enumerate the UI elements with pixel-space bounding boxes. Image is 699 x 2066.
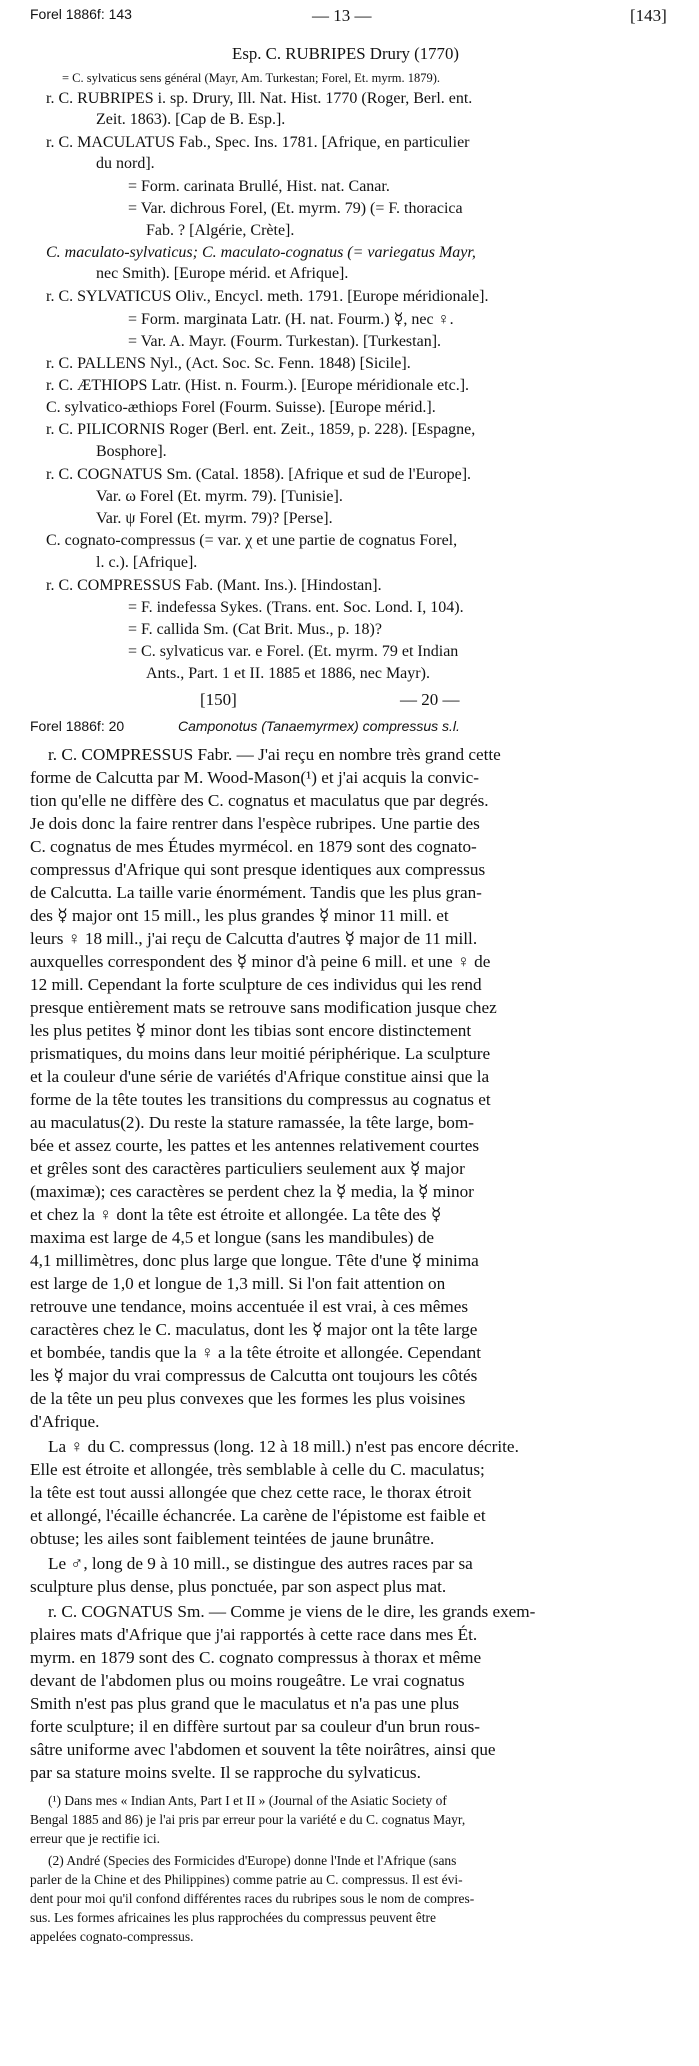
text-line: = C. sylvaticus sens général (Mayr, Am. Turkestan; Forel, Et. myrm. 1879). [62,71,441,85]
text-line: r. C. PALLENS Nyl., (Act. Soc. Sc. Fenn. 1848) [Sicile]. [46,355,411,372]
page-bracket-top: [143] [630,6,667,25]
text-line: = Form. marginata Latr. (H. nat. Fourm.) ☿, nec ♀. [128,311,454,328]
text-line: est large de 1,0 et longue de 1,3 mill. Si l'on fait attention on [30,1274,446,1293]
text-line: d'Afrique. [30,1412,100,1431]
text-line: myrm. en 1879 sont des C. cognato compressus à thorax et même [30,1648,482,1667]
text-line: les plus petites ☿ minor dont les tibias sont encore distinctement [30,1021,472,1040]
text-line: et la couleur d'une série de variétés d'Afrique constitue ainsi que la [30,1067,490,1086]
text-line: (maximæ); ces caractères se perdent chez la ☿ media, la ☿ minor [30,1182,474,1201]
text-line: = Var. dichrous Forel, (Et. myrm. 79) (= F. thoracica [128,200,463,217]
text-line: obtuse; les ailes sont faiblement teintées de jaune brunâtre. [30,1529,435,1548]
text-line: Elle est étroite et allongée, très semblable à celle du C. maculatus; [30,1460,485,1479]
footnote-line: dent pour moi qu'il confond différentes races du rubripes sous le nom de compres- [30,1891,475,1906]
text-line: de Calcutta. La taille varie énormément. Tandis que les plus gran- [30,883,482,902]
footnote-line: appelées cognato-compressus. [30,1929,194,1944]
text-line: par sa stature moins svelte. Il se rapproche du sylvaticus. [30,1763,421,1782]
text-line: Var. ψ Forel (Et. myrm. 79)? [Perse]. [96,510,333,527]
footnote-line: sus. Les formes africaines les plus rapprochées du compressus peuvent être [30,1910,436,1925]
source-reference-middle: Forel 1886f: 20 [30,718,125,734]
text-line: leurs ♀ 18 mill., j'ai reçu de Calcutta d'autres ☿ major de 11 mill. [30,929,478,948]
text-line: plaires mats d'Afrique que j'ai rapportés à cette race dans mes Ét. [30,1625,478,1644]
text-line: 12 mill. Cependant la forte sculpture de ces individus qui les rend [30,975,482,994]
footnote-line: (2) André (Species des Formicides d'Europe) donne l'Inde et l'Afrique (sans [48,1853,457,1868]
page-number-middle: — 20 — [400,690,460,709]
text-line: au maculatus(2). Du reste la stature ramassée, la tête large, bom- [30,1113,474,1132]
text-line: Fab. ? [Algérie, Crète]. [146,222,295,239]
text-line: r. C. ÆTHIOPS Latr. (Hist. n. Fourm.). [Europe méridionale etc.]. [46,377,470,394]
text-line: Le ♂, long de 9 à 10 mill., se distingue des autres races par sa [48,1554,473,1573]
text-line: C. sylvatico-æthiops Forel (Fourm. Suisse). [Europe mérid.]. [46,399,436,416]
text-line: r. C. PILICORNIS Roger (Berl. ent. Zeit., 1859, p. 228). [Espagne, [46,421,476,438]
text-line: Bosphore]. [96,443,167,460]
text-line: l. c.). [Afrique]. [96,554,198,571]
text-line: r. C. COMPRESSUS Fab. (Mant. Ins.). [Hindostan]. [46,577,382,594]
text-line: bée et assez courte, les pattes et les antennes relativement courtes [30,1136,480,1155]
text-line: caractères chez le C. maculatus, dont les ☿ major ont la tête large [30,1320,478,1339]
text-line: sâtre uniforme avec l'abdomen et souvent la tête noirâtres, ainsi que [30,1740,496,1759]
text-line: la tête est tout aussi allongée que chez cette race, le thorax étroit [30,1483,472,1502]
text-line: retrouve une tendance, moins accentuée il est vrai, à ces mêmes [30,1297,469,1316]
text-line: les ☿ major du vrai compressus de Calcutta ont toujours les côtés [30,1366,478,1385]
source-reference-top: Forel 1886f: 143 [30,6,132,22]
footnote-line: Bengal 1885 and 86) je l'ai pris par erreur pour la variété e du C. cognatus Mayr, [30,1812,466,1827]
text-line: devant de l'abdomen plus ou moins rougeâtre. Le vrai cognatus [30,1671,465,1690]
text-line: 4,1 millimètres, donc plus large que longue. Tête d'une ☿ minima [30,1251,479,1270]
text-line: et allongé, l'écaille échancrée. La carène de l'épistome est faible et [30,1506,486,1525]
text-line: et chez la ♀ dont la tête est étroite et allongée. La tête des ☿ [30,1205,442,1224]
text-line: C. maculato-sylvaticus; C. maculato-cognatus (= variegatus Mayr, [46,244,476,261]
page-number-top: — 13 — [312,6,372,25]
text-line: r. C. COMPRESSUS Fabr. — J'ai reçu en nombre très grand cette [48,745,501,764]
text-line: et grêles sont des caractères particuliers seulement aux ☿ major [30,1159,465,1178]
text-line: Zeit. 1863). [Cap de B. Esp.]. [96,111,286,128]
text-line: r. C. MACULATUS Fab., Spec. Ins. 1781. [Afrique, en particulier [46,134,470,151]
text-line: Smith n'est pas plus grand que le maculatus et n'a pas une plus [30,1694,460,1713]
text-line: r. C. COGNATUS Sm. (Catal. 1858). [Afrique et sud de l'Europe]. [46,466,472,483]
text-line: C. cognatus de mes Études myrmécol. en 1879 sont des cognato- [30,837,477,856]
footnote-line: (¹) Dans mes « Indian Ants, Part I et II » (Journal of the Asiatic Society of [48,1793,447,1808]
text-line: r. C. SYLVATICUS Oliv., Encycl. meth. 1791. [Europe méridionale]. [46,288,489,305]
text-line: Ants., Part. 1 et II. 1885 et 1886, nec Mayr). [146,665,430,682]
text-line: maxima est large de 4,5 et longue (sans les mandibules) de [30,1228,434,1247]
text-line: forme de la tête toutes les transitions du compressus au cognatus et [30,1090,491,1109]
text-line: forme de Calcutta par M. Wood-Mason(¹) et j'ai acquis la convic- [30,768,479,787]
text-line: auxquelles correspondent des ☿ minor d'à peine 6 mill. et une ♀ de [30,952,491,971]
text-line: = Form. carinata Brullé, Hist. nat. Canar. [128,178,390,195]
text-line: forte sculpture; il en diffère surtout par sa couleur d'un brun rous- [30,1717,480,1736]
text-line: La ♀ du C. compressus (long. 12 à 18 mill.) n'est pas encore décrite. [48,1437,519,1456]
footnote-line: erreur que je rectifie ici. [30,1831,161,1846]
taxon-heading: Camponotus (Tanaemyrmex) compressus s.l. [178,718,460,734]
text-line: du nord]. [96,155,155,172]
text-line: = Var. A. Mayr. (Fourm. Turkestan). [Turkestan]. [128,333,442,350]
text-line: prismatiques, du moins dans leur moitié périphérique. La sculpture [30,1044,491,1063]
text-line: compressus d'Afrique qui sont presque identiques aux compressus [30,860,486,879]
text-line: sculpture plus dense, plus ponctuée, par son aspect plus mat. [30,1577,447,1596]
text-line: r. C. RUBRIPES i. sp. Drury, Ill. Nat. Hist. 1770 (Roger, Berl. ent. [46,90,473,107]
text-line: C. cognato-compressus (= var. χ et une partie de cognatus Forel, [46,532,458,549]
footnote-line: parler de la Chine et des Philippines) comme patrie au C. compressus. Il est évi- [30,1872,463,1887]
text-line: tion qu'elle ne diffère des C. cognatus et maculatus que par degrés. [30,791,489,810]
text-line: r. C. COGNATUS Sm. — Comme je viens de le dire, les grands exem- [48,1602,536,1621]
species-title: Esp. C. RUBRIPES Drury (1770) [232,44,459,63]
text-line: = C. sylvaticus var. e Forel. (Et. myrm. 79 et Indian [128,643,459,660]
text-line: = F. indefessa Sykes. (Trans. ent. Soc. Lond. I, 104). [128,599,464,616]
text-line: et bombée, tandis que la ♀ a la tête étroite et allongée. Cependant [30,1343,481,1362]
text-line: de la tête un peu plus convexes que les formes les plus voisines [30,1389,466,1408]
text-line: Je dois donc la faire rentrer dans l'espèce rubripes. Une partie des [30,814,480,833]
text-line: nec Smith). [Europe mérid. et Afrique]. [96,265,349,282]
text-line: Var. ω Forel (Et. myrm. 79). [Tunisie]. [96,488,343,505]
text-line: des ☿ major ont 15 mill., les plus grandes ☿ minor 11 mill. et [30,906,449,925]
page-bracket-middle: [150] [200,690,237,709]
text-line: = F. callida Sm. (Cat Brit. Mus., p. 18)? [128,621,382,638]
text-line: presque entièrement mats se retrouve sans modification jusque chez [30,998,497,1017]
